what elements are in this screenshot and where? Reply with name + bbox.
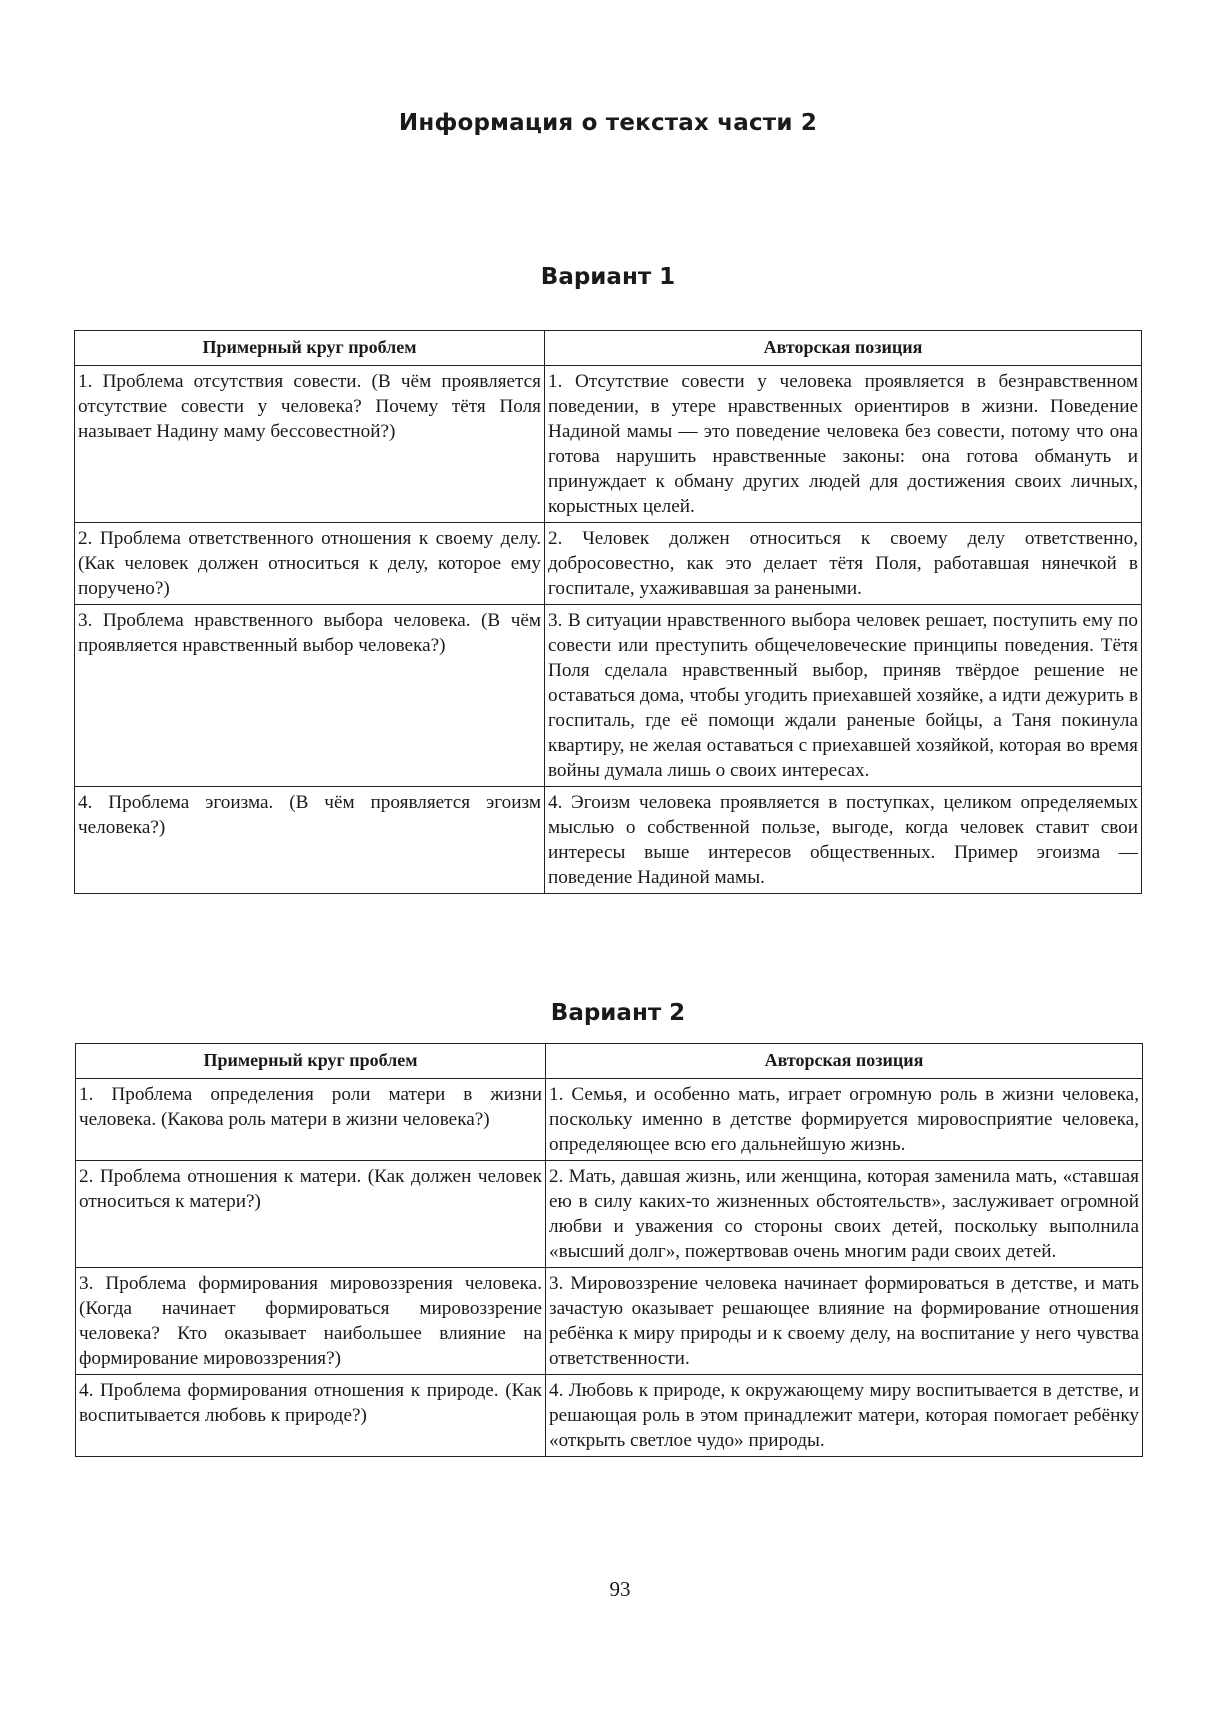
position-cell: 1. Семья, и особенно мать, играет огромную роль в жизни человека, поскольку именно в детстве формируется мировосприятие человека, определяющее всю его дальнейшую жизнь. [546, 1079, 1143, 1161]
problem-cell: 2. Проблема отношения к матери. (Как должен человек относиться к матери?) [76, 1161, 546, 1268]
page-title: Информация о текстах части 2 [398, 110, 818, 136]
position-cell: 3. Мировоззрение человека начинает формироваться в детстве, и мать зачастую оказывает решающее влияние на формирование отношения ребёнка к миру природы и к своему делу, на воспитание у него чувства ответственности. [546, 1268, 1143, 1375]
table-header-row [76, 1044, 1143, 1079]
header-problems: Примерный круг проблем [75, 331, 545, 366]
problem-cell: 1. Проблема отсутствия совести. (В чём проявляется отсутствие совести у человека? Почему тётя Поля называет Надину маму бессовестной?) [75, 366, 545, 523]
problem-cell: 3. Проблема нравственного выбора человека. (В чём проявляется нравственный выбор человека?) [75, 605, 545, 787]
table-header-row [75, 331, 1142, 366]
header-problems: Примерный круг проблем [76, 1044, 546, 1079]
variant-1-title: Вариант 1 [540, 264, 676, 290]
table-row [75, 523, 1142, 605]
table-row [75, 366, 1142, 523]
problem-cell: 3. Проблема формирования мировоззрения человека. (Когда начинает формироваться мировоззрение человека? Кто оказывает наибольшее влияние на формирование мировоззрения?) [76, 1268, 546, 1375]
table-row [75, 605, 1142, 787]
position-cell: 3. В ситуации нравственного выбора человек решает, поступить ему по совести или преступить общечеловеческие принципы поведения. Тётя Поля сделала нравственный выбор, приняв твёрдое решение не оставаться дома, чтобы угодить приехавшей хозяйке, а идти дежурить в госпиталь, где её помощи ждали раненые бойцы, а Таня покинула квартиру, не желая оставаться с приехавшей хозяйкой, которая во время войны думала лишь о своих интересах. [545, 605, 1142, 787]
problem-cell: 1. Проблема определения роли матери в жизни человека. (Какова роль матери в жизни человека?) [76, 1079, 546, 1161]
table-row [76, 1268, 1143, 1375]
problem-cell: 4. Проблема эгоизма. (В чём проявляется эгоизм человека?) [75, 787, 545, 894]
problem-cell: 4. Проблема формирования отношения к природе. (Как воспитывается любовь к природе?) [76, 1375, 546, 1457]
variant-1-table [74, 330, 1142, 894]
table-row [76, 1161, 1143, 1268]
position-cell: 2. Мать, давшая жизнь, или женщина, которая заменила мать, «ставшая ею в силу каких-то жизненных обстоятельств», заслуживает огромной любви и уважения со стороны своих детей, поскольку выполнила «высший долг», пожертвовав очень многим ради своих детей. [546, 1161, 1143, 1268]
problem-cell: 2. Проблема ответственного отношения к своему делу. (Как человек должен относиться к делу, которое ему поручено?) [75, 523, 545, 605]
header-author-position: Авторская позиция [545, 331, 1142, 366]
position-cell: 4. Эгоизм человека проявляется в поступках, целиком определяемых мыслью о собственной пользе, выгоде, когда человек ставит свои интересы выше интересов общественных. Пример эгоизма — поведение Надиной мамы. [545, 787, 1142, 894]
table-row [76, 1375, 1143, 1457]
table-row [75, 787, 1142, 894]
header-author-position: Авторская позиция [546, 1044, 1143, 1079]
position-cell: 4. Любовь к природе, к окружающему миру воспитывается в детстве, и решающая роль в этом принадлежит матери, которая помогает ребёнку «открыть светлое чудо» природы. [546, 1375, 1143, 1457]
variant-2-table [75, 1043, 1143, 1457]
position-cell: 2. Человек должен относиться к своему делу ответственно, добросовестно, как это делает тётя Поля, работавшая нянечкой в госпитале, ухаживавшая за ранеными. [545, 523, 1142, 605]
position-cell: 1. Отсутствие совести у человека проявляется в безнравственном поведении, в утере нравственных ориентиров в жизни. Поведение Надиной мамы — это поведение человека без совести, потому что она готова нарушить нравственные законы: она готова обмануть и принуждает к обману других людей для достижения своих личных, корыстных целей. [545, 366, 1142, 523]
page-number: 93 [609, 1577, 631, 1601]
variant-2-title: Вариант 2 [550, 1000, 686, 1026]
table-row [76, 1079, 1143, 1161]
